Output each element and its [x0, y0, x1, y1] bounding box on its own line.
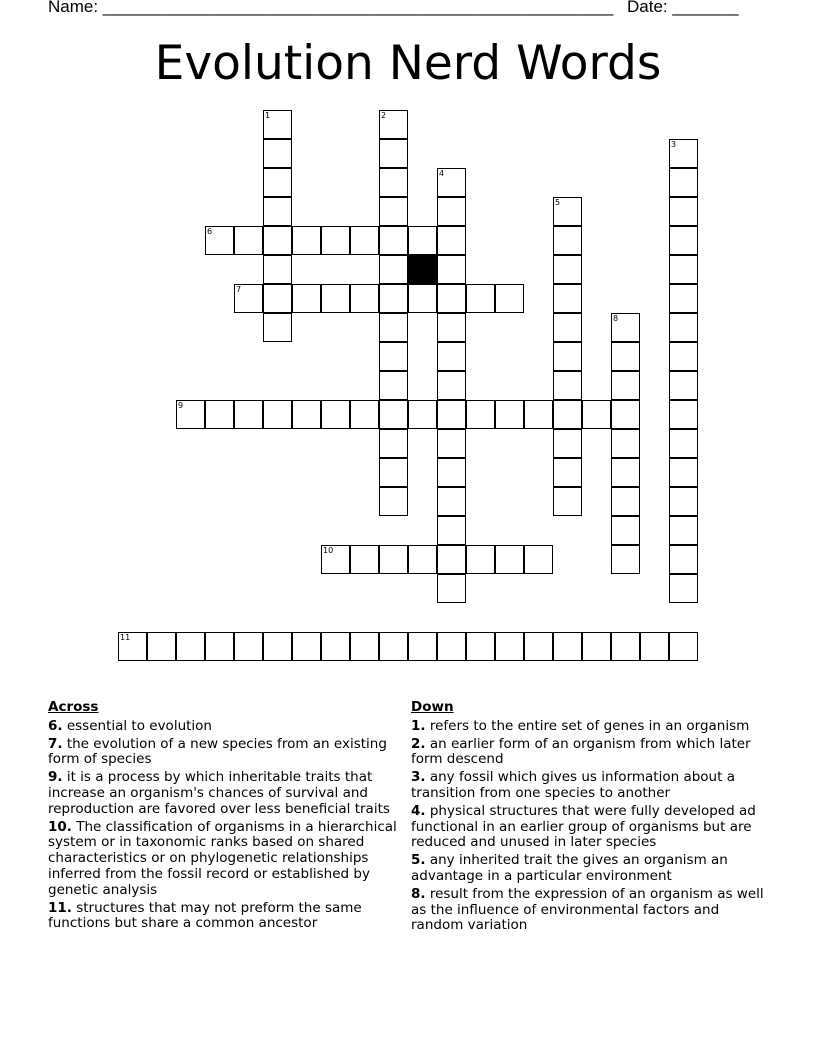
grid-cell[interactable] — [379, 545, 408, 574]
clue-number: 11. — [48, 899, 72, 916]
grid-cell[interactable] — [263, 255, 292, 284]
grid-cell[interactable] — [263, 284, 292, 313]
grid-cell[interactable] — [611, 400, 640, 429]
grid-cell[interactable] — [437, 371, 466, 400]
clue-number-label: 11 — [120, 633, 131, 642]
grid-cell[interactable] — [611, 342, 640, 371]
grid-cell[interactable] — [408, 632, 437, 661]
clue-number-label: 3 — [671, 140, 677, 149]
grid-cell[interactable] — [553, 400, 582, 429]
grid-cell[interactable] — [437, 487, 466, 516]
clue-number-label: 9 — [178, 401, 184, 410]
grid-cell[interactable] — [263, 632, 292, 661]
clue-number: 4. — [411, 802, 426, 819]
clue-text: structures that may not preform the same functions but share a common ancestor — [48, 899, 362, 932]
grid-cell[interactable] — [437, 168, 466, 197]
grid-cell[interactable] — [321, 284, 350, 313]
grid-cell[interactable] — [379, 429, 408, 458]
grid-cell[interactable] — [611, 458, 640, 487]
grid-cell[interactable] — [553, 487, 582, 516]
grid-cell[interactable] — [263, 139, 292, 168]
grid-cell[interactable] — [379, 342, 408, 371]
grid-cell[interactable] — [524, 632, 553, 661]
across-clue — [48, 901, 406, 933]
grid-cell[interactable] — [437, 255, 466, 284]
clue-number-label: 4 — [439, 169, 445, 178]
grid-cell[interactable] — [379, 313, 408, 342]
grid-cell[interactable] — [379, 458, 408, 487]
clue-number: 7. — [48, 735, 63, 752]
grid-cell[interactable] — [292, 400, 321, 429]
grid-cell[interactable] — [147, 632, 176, 661]
grid-cell[interactable] — [379, 284, 408, 313]
clue-text: essential to evolution — [66, 717, 212, 734]
clue-number: 5. — [411, 852, 426, 869]
grid-cell[interactable] — [437, 429, 466, 458]
clue-text: any fossil which gives us information about a transition from one species to another — [411, 769, 735, 801]
grid-cell[interactable] — [176, 632, 205, 661]
grid-cell[interactable] — [524, 400, 553, 429]
across-heading: Across — [48, 699, 99, 715]
grid-cell[interactable] — [669, 313, 698, 342]
grid-cell[interactable] — [379, 400, 408, 429]
clue-text: physical structures that were fully developed ad functional in an earlier group of organisms but are reduced and unused in later species — [411, 802, 756, 851]
clue-text: The classification of organisms in a hierarchical system or in taxonomic ranks based on shared characteristics or on phylogenetic relationships inferred from the fossil record or established by genetic analysis — [48, 818, 397, 898]
grid-cell[interactable] — [234, 632, 263, 661]
down-clue — [411, 737, 771, 769]
clue-number-label: 10 — [323, 546, 334, 555]
grid-cell[interactable] — [553, 226, 582, 255]
grid-cell[interactable] — [553, 255, 582, 284]
grid-cell[interactable] — [292, 284, 321, 313]
grid-cell[interactable] — [466, 400, 495, 429]
clue-number: 8. — [411, 885, 426, 902]
grid-cell[interactable] — [582, 632, 611, 661]
grid-cell[interactable] — [611, 371, 640, 400]
clue-number-label: 1 — [265, 111, 271, 120]
grid-cell[interactable] — [611, 313, 640, 342]
grid-cell[interactable] — [466, 545, 495, 574]
grid-cell[interactable] — [379, 487, 408, 516]
clue-number-label: 7 — [236, 285, 242, 294]
grid-cell[interactable] — [205, 632, 234, 661]
grid-cell[interactable] — [553, 458, 582, 487]
grid-cell[interactable] — [379, 226, 408, 255]
across-clues — [48, 700, 406, 934]
down-clue — [411, 719, 771, 735]
grid-cell[interactable] — [234, 284, 263, 313]
grid-cell[interactable] — [669, 632, 698, 661]
grid-cell[interactable] — [321, 400, 350, 429]
grid-cell[interactable] — [408, 226, 437, 255]
down-clue — [411, 804, 771, 851]
grid-cell[interactable] — [263, 197, 292, 226]
grid-cell[interactable] — [437, 632, 466, 661]
black-cell — [408, 255, 437, 284]
down-clue — [411, 770, 771, 802]
grid-cell[interactable] — [263, 400, 292, 429]
grid-cell[interactable] — [669, 400, 698, 429]
grid-cell[interactable] — [553, 429, 582, 458]
grid-cell[interactable] — [611, 429, 640, 458]
grid-cell[interactable] — [553, 342, 582, 371]
grid-cell[interactable] — [669, 545, 698, 574]
clue-number-label: 8 — [613, 314, 619, 323]
grid-cell[interactable] — [669, 342, 698, 371]
clue-text: any inherited trait the gives an organism an advantage in a particular environment — [411, 852, 728, 884]
grid-cell[interactable] — [321, 632, 350, 661]
grid-cell[interactable] — [379, 371, 408, 400]
grid-cell[interactable] — [669, 139, 698, 168]
grid-cell[interactable] — [437, 458, 466, 487]
grid-cell[interactable] — [379, 110, 408, 139]
grid-cell[interactable] — [495, 284, 524, 313]
across-clue — [48, 770, 406, 817]
grid-cell[interactable] — [205, 226, 234, 255]
grid-cell[interactable] — [611, 487, 640, 516]
grid-cell[interactable] — [437, 284, 466, 313]
grid-cell[interactable] — [263, 226, 292, 255]
grid-cell[interactable] — [379, 139, 408, 168]
grid-cell[interactable] — [321, 545, 350, 574]
grid-cell[interactable] — [437, 400, 466, 429]
grid-cell[interactable] — [234, 400, 263, 429]
grid-cell[interactable] — [553, 197, 582, 226]
grid-cell[interactable] — [379, 197, 408, 226]
grid-cell[interactable] — [669, 197, 698, 226]
grid-cell[interactable] — [669, 284, 698, 313]
grid-cell[interactable] — [495, 545, 524, 574]
down-clues — [411, 700, 771, 936]
down-clue — [411, 887, 771, 934]
grid-cell[interactable] — [408, 400, 437, 429]
grid-cell[interactable] — [350, 226, 379, 255]
clue-number: 9. — [48, 769, 63, 786]
grid-cell[interactable] — [437, 313, 466, 342]
clue-number: 2. — [411, 735, 426, 752]
grid-cell[interactable] — [495, 400, 524, 429]
grid-cell[interactable] — [553, 371, 582, 400]
grid-cell[interactable] — [437, 516, 466, 545]
grid-cell[interactable] — [553, 284, 582, 313]
grid-cell[interactable] — [611, 632, 640, 661]
grid-cell[interactable] — [495, 632, 524, 661]
grid-cell[interactable] — [669, 516, 698, 545]
grid-cell[interactable] — [408, 284, 437, 313]
clue-number-label: 6 — [207, 227, 213, 236]
grid-cell[interactable] — [669, 168, 698, 197]
clue-number-label: 2 — [381, 111, 387, 120]
date-field-label: Date: _______ — [627, 0, 739, 16]
grid-cell[interactable] — [669, 255, 698, 284]
grid-cell[interactable] — [350, 632, 379, 661]
grid-cell[interactable] — [669, 226, 698, 255]
grid-cell[interactable] — [379, 632, 408, 661]
grid-cell[interactable] — [466, 632, 495, 661]
clue-text: it is a process by which inheritable traits that increase an organism's chances of survival and reproduction are favored over less beneficial traits — [48, 769, 390, 817]
grid-cell[interactable] — [176, 400, 205, 429]
clue-text: refers to the entire set of genes in an organism — [429, 717, 750, 734]
page-title: Evolution Nerd Words — [154, 36, 662, 91]
clue-number-label: 5 — [555, 198, 561, 207]
clue-number: 10. — [48, 818, 72, 835]
down-heading: Down — [411, 699, 454, 715]
grid-cell[interactable] — [669, 429, 698, 458]
grid-cell[interactable] — [437, 545, 466, 574]
grid-cell[interactable] — [263, 168, 292, 197]
grid-cell[interactable] — [611, 516, 640, 545]
grid-cell[interactable] — [263, 313, 292, 342]
grid-cell[interactable] — [234, 226, 263, 255]
grid-cell[interactable] — [321, 226, 350, 255]
grid-cell[interactable] — [669, 458, 698, 487]
grid-cell[interactable] — [379, 168, 408, 197]
grid-cell[interactable] — [553, 313, 582, 342]
grid-cell[interactable] — [611, 545, 640, 574]
grid-cell[interactable] — [669, 371, 698, 400]
grid-cell[interactable] — [437, 574, 466, 603]
grid-cell[interactable] — [640, 632, 669, 661]
grid-cell[interactable] — [524, 545, 553, 574]
grid-cell[interactable] — [350, 284, 379, 313]
clue-text: the evolution of a new species from an existing form of species — [48, 735, 387, 768]
grid-cell[interactable] — [292, 226, 321, 255]
grid-cell[interactable] — [118, 632, 147, 661]
grid-cell[interactable] — [669, 574, 698, 603]
across-clue — [48, 820, 406, 899]
across-clue — [48, 737, 406, 769]
clue-number: 3. — [411, 769, 426, 786]
clue-text: an earlier form of an organism from which later form descend — [411, 735, 751, 768]
grid-cell[interactable] — [466, 284, 495, 313]
grid-cell[interactable] — [408, 545, 437, 574]
grid-cell[interactable] — [582, 400, 611, 429]
clue-number: 6. — [48, 717, 63, 734]
name-field-label: Name: ______________________________________________________ — [48, 0, 614, 16]
down-clue — [411, 853, 771, 885]
grid-cell[interactable] — [437, 197, 466, 226]
grid-cell[interactable] — [350, 400, 379, 429]
grid-cell[interactable] — [437, 226, 466, 255]
clue-number: 1. — [411, 717, 426, 734]
grid-cell[interactable] — [292, 632, 321, 661]
across-clue — [48, 719, 406, 735]
grid-cell[interactable] — [350, 545, 379, 574]
clue-text: result from the expression of an organism as well as the influence of environmental factors and random variation — [411, 885, 764, 934]
grid-cell[interactable] — [263, 110, 292, 139]
grid-cell[interactable] — [669, 487, 698, 516]
grid-cell[interactable] — [437, 342, 466, 371]
grid-cell[interactable] — [205, 400, 234, 429]
grid-cell[interactable] — [553, 632, 582, 661]
grid-cell[interactable] — [379, 255, 408, 284]
